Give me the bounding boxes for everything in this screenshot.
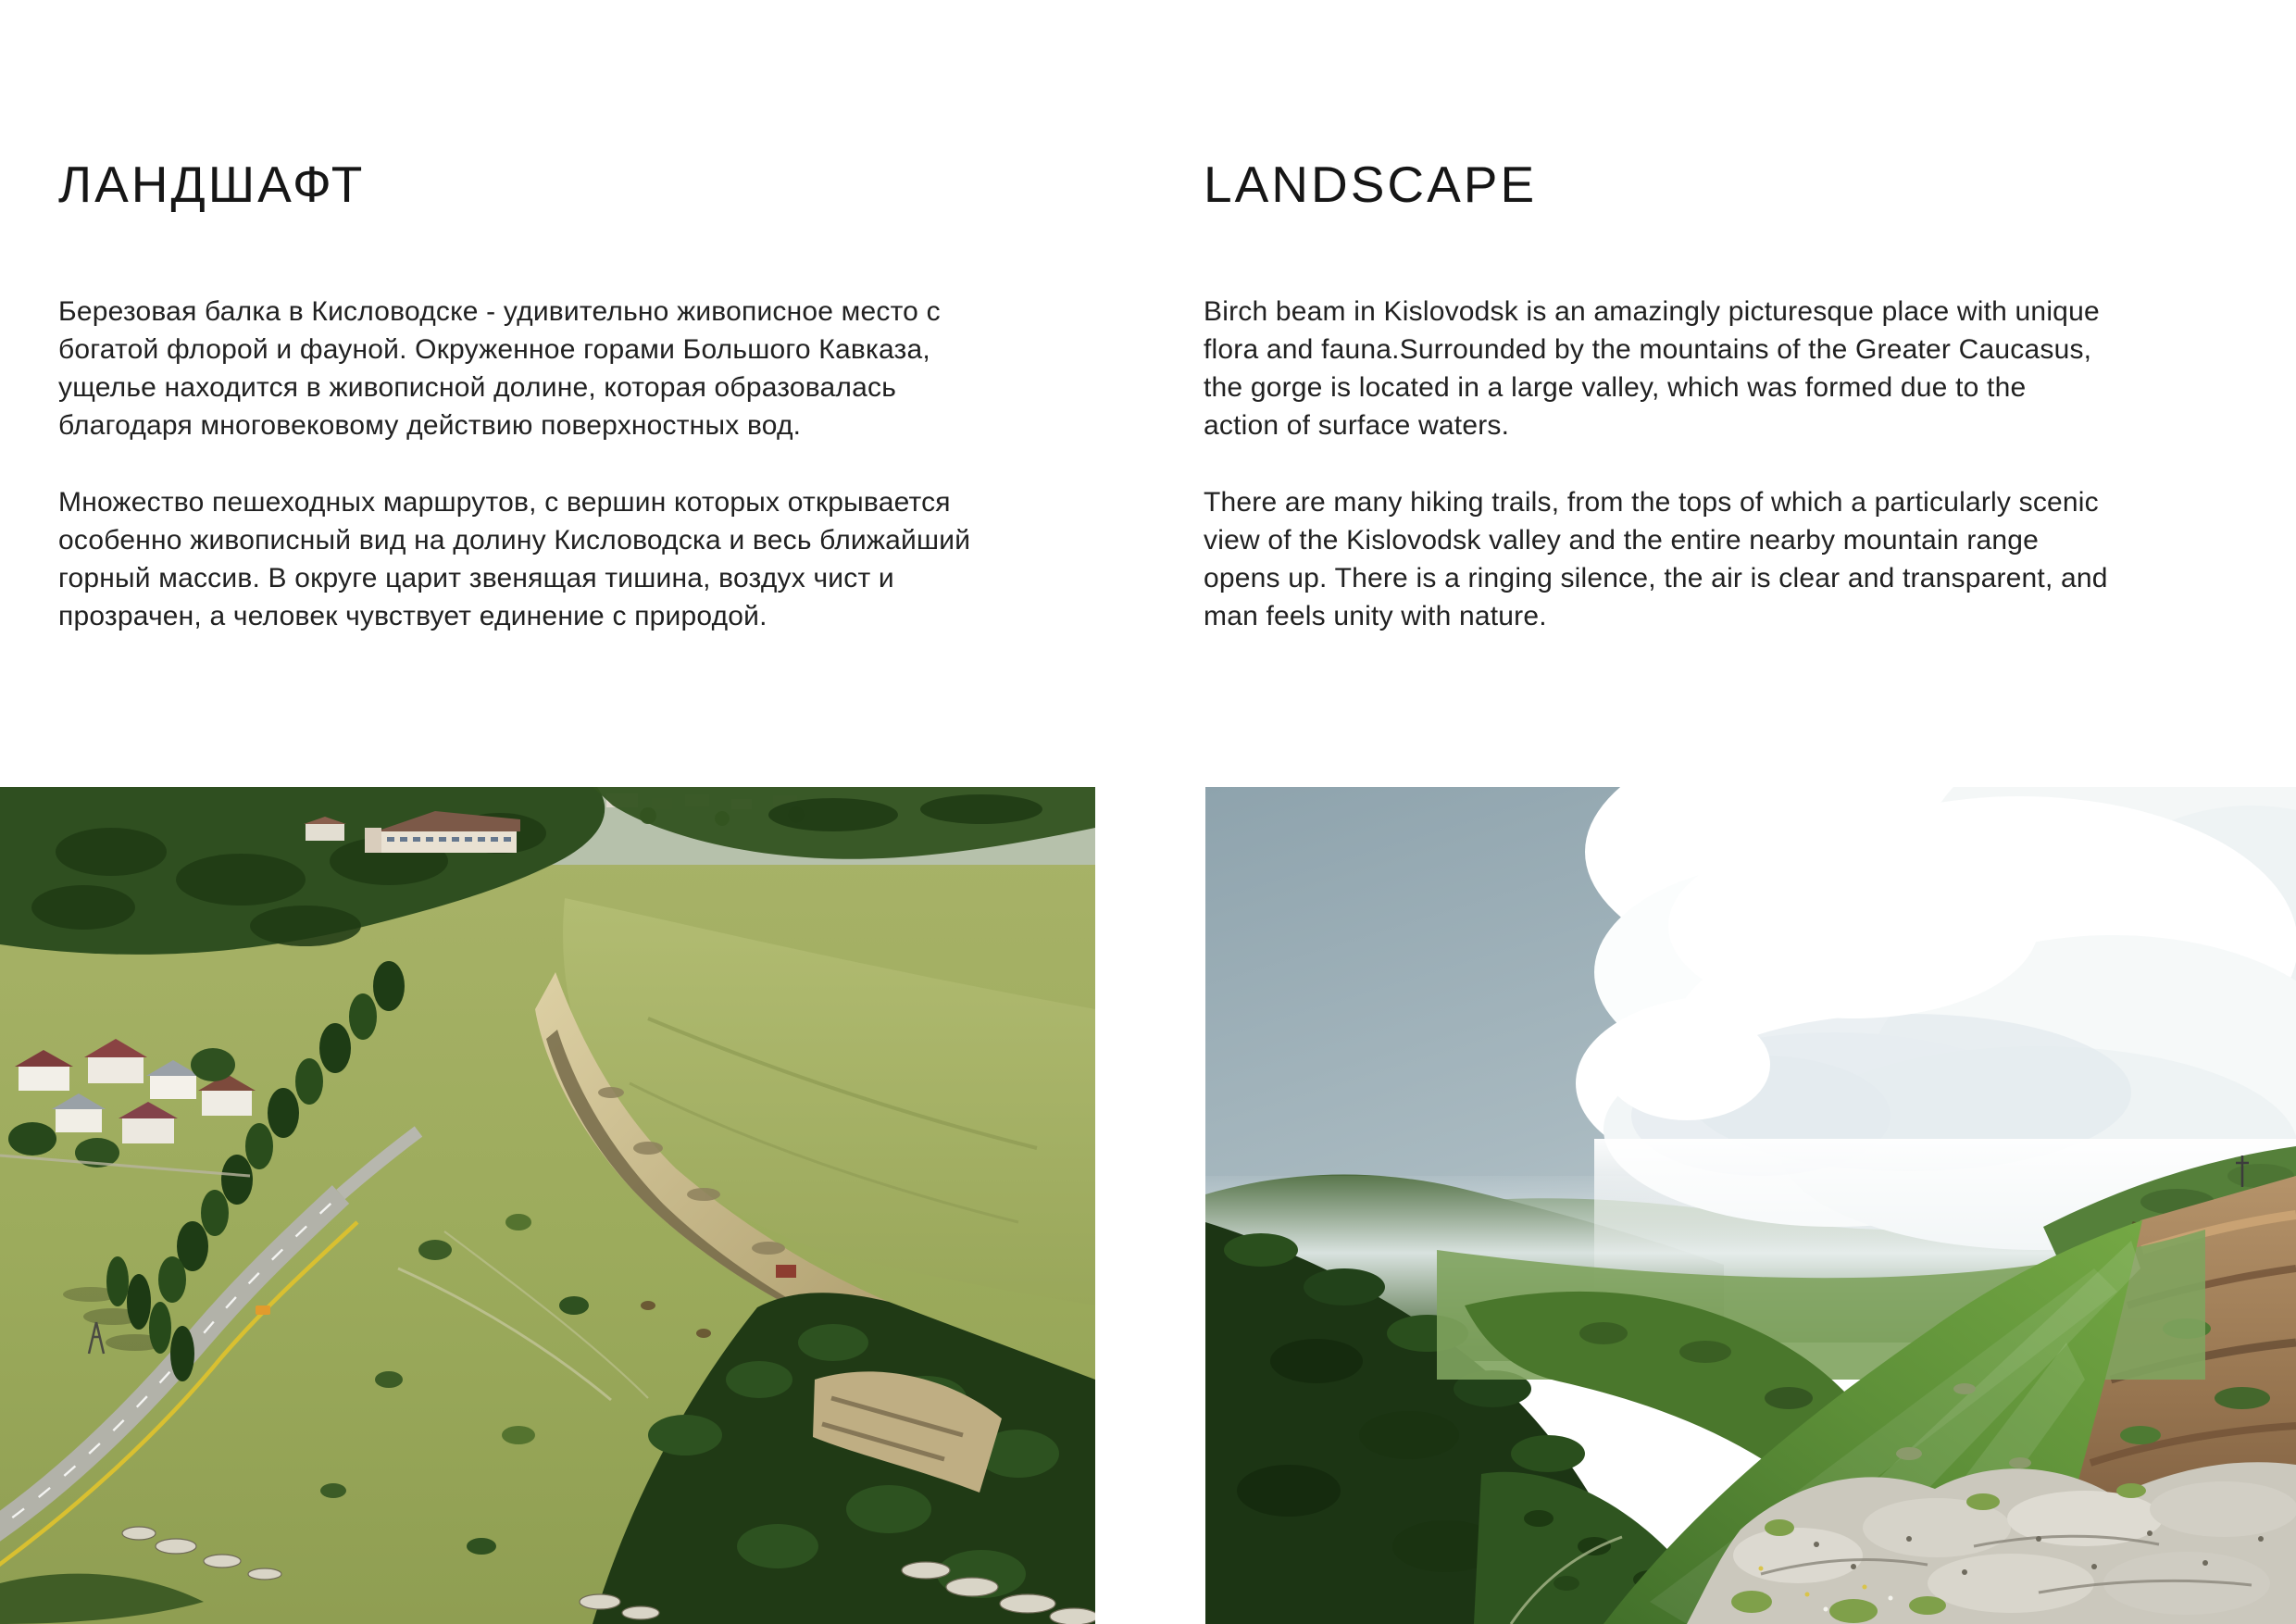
left-landscape-photo — [0, 787, 1095, 1624]
page-title-russian: ЛАНДШАФТ — [58, 155, 366, 213]
car — [256, 1305, 270, 1315]
page-title-english: LANDSCAPE — [1204, 155, 1538, 213]
english-paragraph-1: Birch beam in Kislovodsk is an amazingly picturesque place with unique flora and fauna.Surrounded by the mountains of the Greater Caucasus, the gorge is located in a large valley, which was formed due to the action of surface waters. — [1204, 296, 2100, 441]
russian-paragraph-1: Березовая балка в Кисловодске - удивительно живописное место с богатой флорой и фауной. Окруженное горами Большого Кавказа, ущелье находится в живописной долине, которая образовалась благодаря многовековому действию поверхностных вод. — [58, 296, 941, 441]
english-paragraph-2: There are many hiking trails, from the tops of which a particularly scenic view of the Kislovodsk valley and the entire nearby mountain range opens up. There is a ringing silence, the air is clear and transparent, and man feels unity with nature. — [1204, 487, 2108, 631]
right-landscape-photo — [1205, 787, 2296, 1624]
russian-text-block — [58, 293, 1132, 674]
english-text-block — [1204, 293, 2277, 674]
gorge-valley-illustration — [1205, 787, 2296, 1624]
red-shed — [776, 1265, 796, 1278]
russian-paragraph-2: Множество пешеходных маршрутов, с вершин которых открывается особенно живописный вид на долину Кисловодска и весь ближайший горный массив. В округе царит звенящая тишина, воздух чист и прозрачен, а человек чувствует единение с природой. — [58, 487, 971, 631]
aerial-valley-illustration — [0, 787, 1095, 1624]
